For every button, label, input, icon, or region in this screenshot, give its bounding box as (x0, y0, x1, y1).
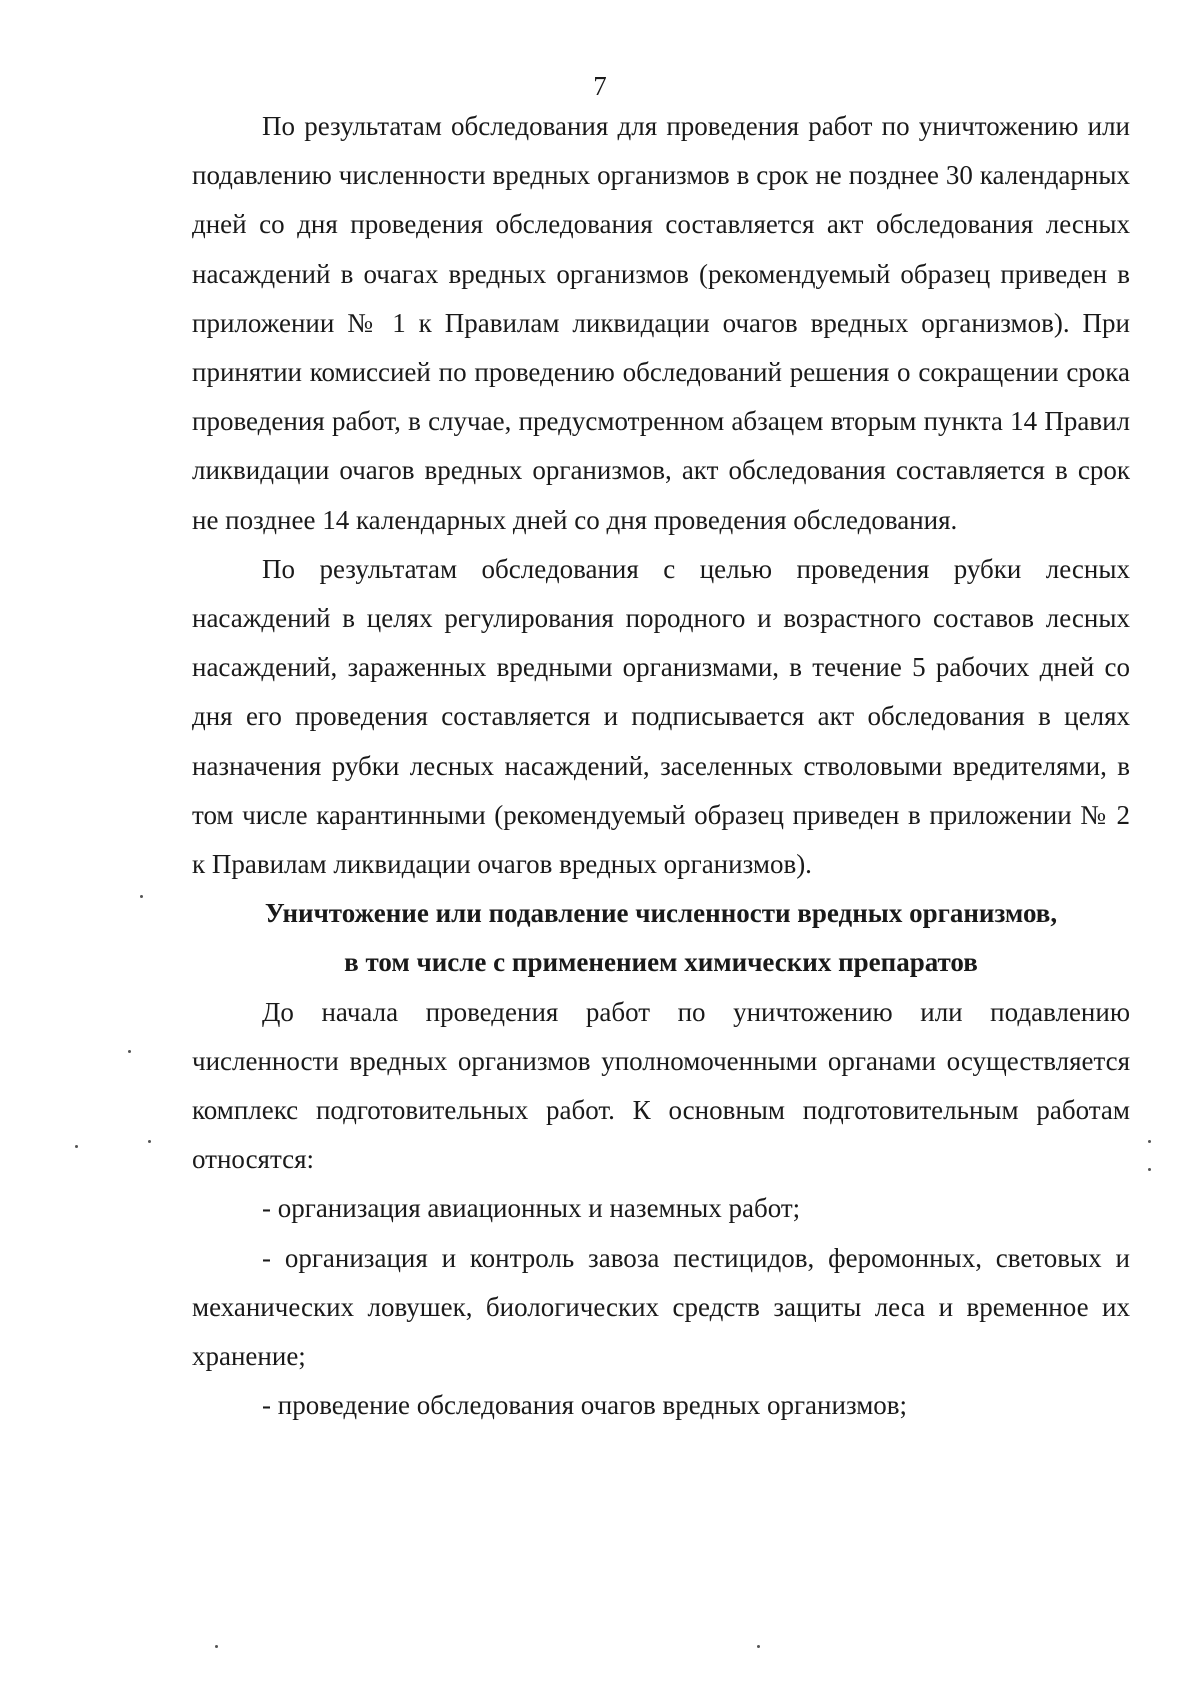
scan-speck (215, 1645, 218, 1648)
scan-speck (757, 1645, 760, 1648)
list-item: - организация и контроль завоза пестицидов, феромонных, световых и механических ловушек, биологических средств защиты леса и временное их хранение; (192, 1242, 1130, 1372)
document-body (192, 102, 1130, 1430)
scan-speck (140, 895, 143, 898)
page-number: 7 (593, 71, 607, 101)
scan-speck (128, 1050, 131, 1053)
scan-speck (148, 1140, 151, 1143)
scan-speck (1148, 1140, 1151, 1143)
paragraph-felling-act: По результатам обследования с целью проведения рубки лесных насаждений в целях регулирования породного и возрастного составов лесных насаждений, зараженных вредными организмами, в течение 5 рабочих дней со дня его проведения составляется и подписывается акт обследования в целях назначения рубки лесных насаждений, заселенных стволовыми вредителями, в том числе карантинными (рекомендуемый образец приведен в приложении № 2 к Правилам ликвидации очагов вредных организмов). (192, 553, 1130, 880)
list-item: - организация авиационных и наземных работ; (262, 1193, 801, 1224)
list-item: - проведение обследования очагов вредных организмов; (262, 1390, 908, 1421)
section-heading-line-1: Уничтожение или подавление численности вредных организмов, (264, 898, 1058, 929)
section-heading-line-2: в том числе с применением химических препаратов (344, 947, 978, 978)
scan-speck (1148, 1168, 1151, 1171)
section-heading (192, 889, 1130, 987)
paragraph-survey-act: По результатам обследования для проведения работ по уничтожению или подавлению численности вредных организмов в срок не позднее 30 календарных дней со дня проведения обследования составляется акт обследования лесных насаждений в очагах вредных организмов (рекомендуемый образец приведен в приложении № 1 к Правилам ликвидации очагов вредных организмов). При принятии комиссией по проведению обследований решения о сокращении срока проведения работ, в случае, предусмотренном абзацем вторым пункта 14 Правил ликвидации очагов вредных организмов, акт обследования составляется в срок не позднее 14 календарных дней со дня проведения обследования. (192, 111, 1130, 535)
scan-speck (75, 1145, 78, 1148)
paragraph-preparatory-works: До начала проведения работ по уничтожению или подавлению численности вредных организмов уполномоченными органами осуществляется комплекс подготовительных работ. К основным подготовительным работам относятся: (192, 996, 1130, 1175)
